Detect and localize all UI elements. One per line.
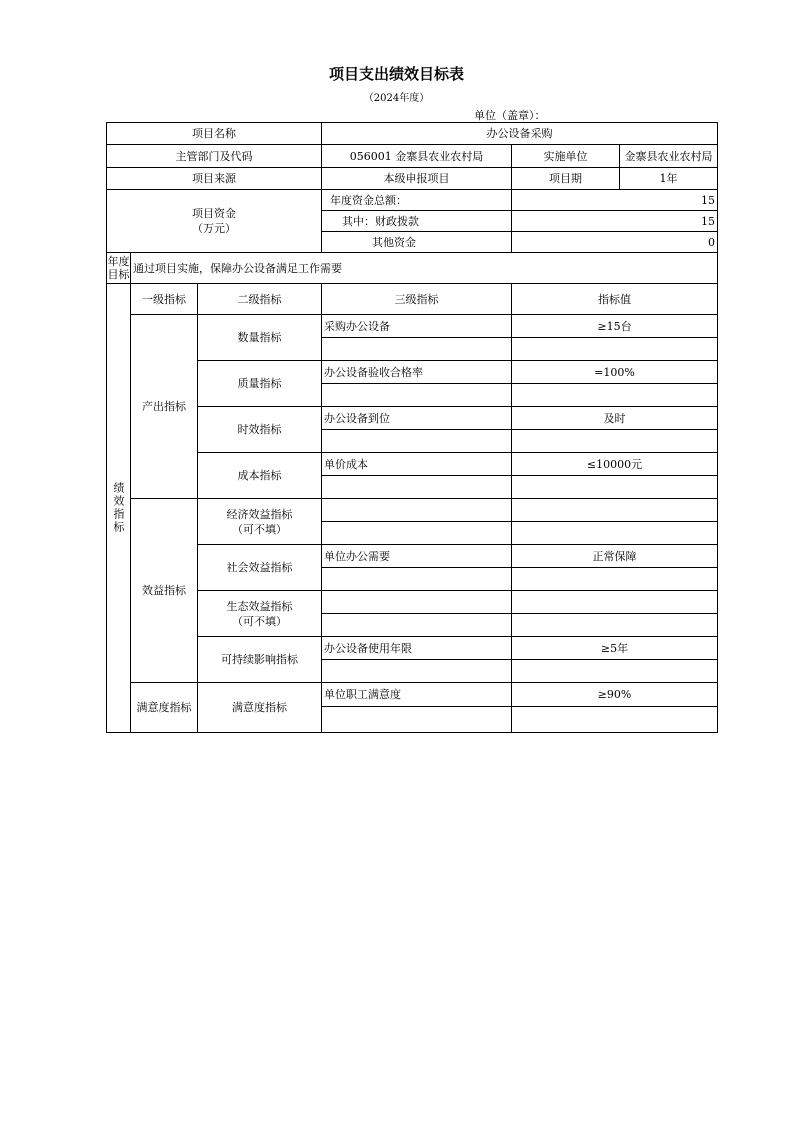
header-level2: 二级指标: [198, 284, 322, 315]
satisfaction-sub-label: 满意度指标: [198, 683, 322, 733]
economic-indicator-note: （可不填）: [232, 522, 287, 536]
funds-fiscal-label: 其中：财政拨款: [322, 211, 512, 232]
quantity-value: ≥15台: [512, 315, 718, 338]
social-item: 单位办公需要: [322, 545, 512, 568]
satisfaction-value: ≥90%: [512, 683, 718, 707]
economic-indicator-cell: [198, 499, 322, 545]
funds-other-label: 其他资金: [322, 232, 512, 253]
benefit-indicator-label: 效益指标: [131, 499, 198, 683]
funds-other-value: 0: [512, 232, 718, 253]
impl-unit-value: 金寨县农业农村局: [620, 145, 718, 168]
dept-value: 056001 金寨县农业农村局: [322, 145, 512, 168]
funds-unit: （万元）: [192, 222, 236, 235]
impl-unit-label: 实施单位: [512, 145, 620, 168]
ecological-indicator-note: （可不填）: [232, 614, 287, 628]
quality-item: 办公设备验收合格率: [322, 361, 512, 384]
satisfaction-item: 单位职工满意度: [322, 683, 512, 707]
header-level1: 一级指标: [131, 284, 198, 315]
ecological-indicator-cell: [198, 591, 322, 637]
sustainable-item: 办公设备使用年限: [322, 637, 512, 660]
timeliness-item: 办公设备到位: [322, 407, 512, 430]
cost-value: ≤10000元: [512, 453, 718, 476]
annual-goal-text: 通过项目实施，保障办公设备满足工作需要: [131, 253, 718, 284]
dept-label: 主管部门及代码: [107, 145, 322, 168]
performance-indicators-label: 绩效指标: [107, 284, 131, 733]
fiscal-year: （2024年度）: [363, 93, 430, 104]
social-indicator-label: 社会效益指标: [198, 545, 322, 591]
unit-seal-label: 单位（盖章）：: [474, 109, 546, 122]
funds-label: 项目资金: [192, 207, 236, 220]
funds-label-cell: [107, 190, 322, 253]
timeliness-indicator-label: 时效指标: [198, 407, 322, 453]
timeliness-value: 及时: [512, 407, 718, 430]
funds-total-value: 15: [512, 190, 718, 211]
annual-goal-label: 年度 目标: [107, 253, 131, 284]
ecological-indicator-label: 生态效益指标: [226, 599, 293, 613]
source-label: 项目来源: [107, 168, 322, 190]
source-value: 本级申报项目: [322, 168, 512, 190]
cost-indicator-label: 成本指标: [198, 453, 322, 499]
header-value: 指标值: [512, 284, 718, 315]
satisfaction-indicator-label: 满意度指标: [131, 683, 198, 733]
quality-indicator-label: 质量指标: [198, 361, 322, 407]
cost-item: 单价成本: [322, 453, 512, 476]
period-label: 项目期: [512, 168, 620, 190]
social-value: 正常保障: [512, 545, 718, 568]
project-name-value: 办公设备采购: [322, 123, 718, 145]
project-name-label: 项目名称: [107, 123, 322, 145]
economic-indicator-label: 经济效益指标: [226, 507, 293, 521]
sustainable-value: ≥5年: [512, 637, 718, 660]
funds-fiscal-value: 15: [512, 211, 718, 232]
header-level3: 三级指标: [322, 284, 512, 315]
output-indicator-label: 产出指标: [131, 315, 198, 499]
period-value: 1年: [620, 168, 718, 190]
page-title: 项目支出绩效目标表: [328, 65, 464, 83]
performance-goal-table: [106, 122, 718, 733]
quantity-indicator-label: 数量指标: [198, 315, 322, 361]
quality-value: =100%: [512, 361, 718, 384]
funds-total-label: 年度资金总额：: [322, 190, 512, 211]
sustainable-indicator-label: 可持续影响指标: [198, 637, 322, 683]
quantity-item: 采购办公设备: [322, 315, 512, 338]
